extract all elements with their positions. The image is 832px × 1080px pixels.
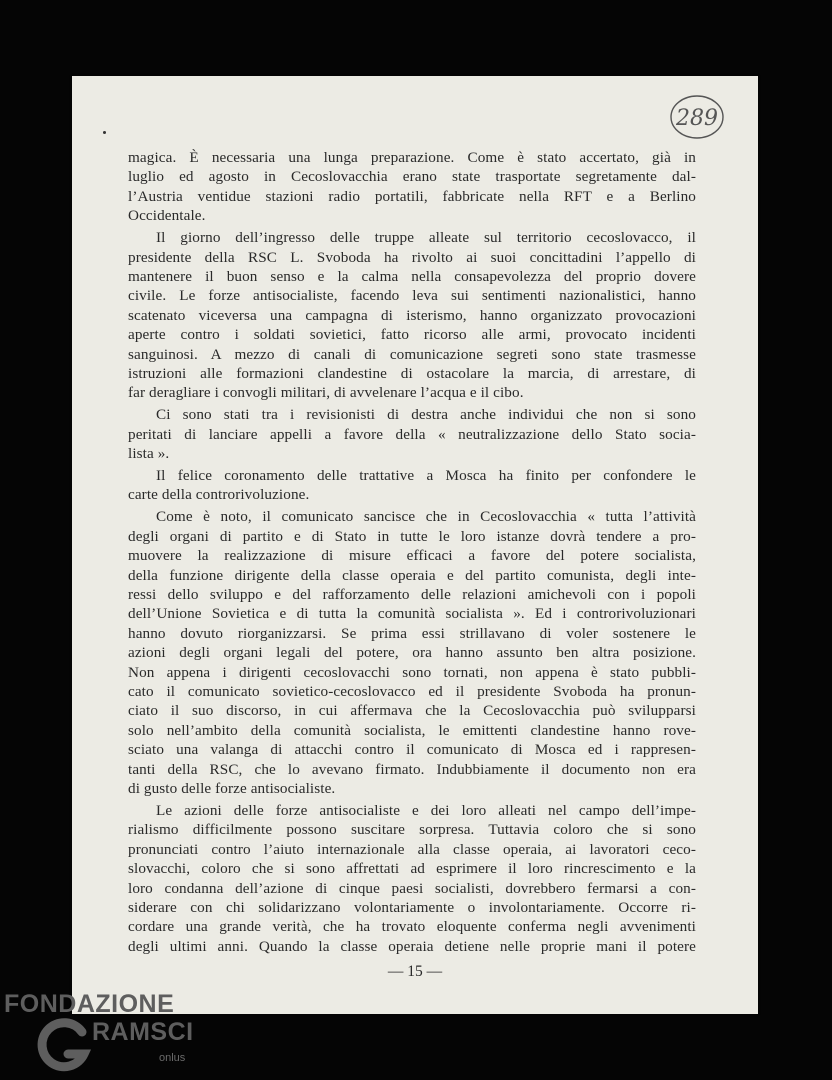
text-line: Il giorno dell’ingresso delle truppe alleate sul territorio cecoslovacco, il	[156, 229, 696, 247]
text-line: ciato il suo discorso, in cui affermava che la Cecoslovacchia può svilupparsi	[128, 702, 696, 720]
document-page	[72, 76, 758, 1014]
text-line: carte della controrivoluzione.	[128, 486, 310, 504]
watermark-line-1: FONDAZIONE	[4, 990, 175, 1018]
text-line: ressi dello sviluppo e del rafforzamento delle relazioni amichevoli con i popoli	[128, 585, 696, 603]
text-line: di gusto delle forze antisocialiste.	[128, 780, 336, 797]
text-line: magica. È necessaria una lunga preparazione. Come è stato accertato, già in	[128, 149, 696, 166]
text-line: pronunciati contro l’aiuto internazionale alla classe operaia, ai lavoratori ceco-	[128, 840, 696, 858]
text-line: Le azioni delle forze antisocialiste e dei loro alleati nel campo dell’impe-	[156, 801, 696, 819]
text-line: siderare con chi solidarizzano volontariamente o involontariamente. Occorre ri-	[128, 898, 696, 916]
text-line: aperte contro i soldati sovietici, fatto ricorso alle armi, provocato incidenti	[128, 326, 696, 344]
text-line: loro condanna dell’azione di cinque paesi socialisti, dovrebbero fermarsi a con-	[128, 879, 696, 897]
watermark-line-2: RAMSCI	[92, 1018, 194, 1046]
text-line: solo nell’ambito della comunità socialista, le emittenti clandestine hanno rove-	[128, 721, 696, 739]
text-line: scatenato viceversa una campagna di isterismo, hanno organizzato provocazioni	[128, 306, 696, 324]
text-line: azioni degli organi legali del potere, ora hanno assunto ben altra posizione.	[128, 644, 696, 662]
text-line: lista ».	[128, 445, 170, 463]
text-line: l’Austria ventidue stazioni radio portatili, fabbricate nella RFT e a Berlino	[128, 187, 696, 205]
page-number-circle-icon	[668, 92, 726, 142]
page-number-text: 289	[676, 106, 718, 131]
gramsci-g-logo-icon	[34, 1014, 94, 1074]
text-line: della funzione dirigente della classe operaia e del partito comunista, degli inte-	[128, 566, 696, 584]
text-line: sanguinosi. A mezzo di canali di comunicazione segreti sono state trasmesse	[128, 345, 696, 363]
ink-dot	[103, 131, 106, 134]
body-text	[128, 148, 696, 956]
text-line: slovacchi, coloro che si sono affrettati ad esprimere il loro rincrescimento e la	[128, 860, 696, 878]
fondazione-gramsci-watermark	[4, 988, 214, 1078]
text-line: cordare una grande verità, che ha trovato eloquente conferma negli avvenimenti	[128, 918, 696, 936]
text-line: Non appena i dirigenti cecoslovacchi sono tornati, non appena è stato pubbli-	[128, 663, 696, 681]
text-line: mantenere il buon senso e la calma nella consapevolezza del proprio dovere	[128, 267, 696, 285]
text-line: Il felice coronamento delle trattative a Mosca ha finito per confondere le	[156, 467, 696, 484]
watermark-line-3: onlus	[159, 1052, 186, 1064]
text-line: istruzioni alle formazioni clandestine di ostacolare la marcia, di arrestare, di	[128, 364, 696, 382]
text-line: hanno dovuto riorganizzarsi. Se prima essi strillavano di voler sostenere le	[128, 624, 696, 642]
handwritten-page-number	[668, 92, 726, 142]
text-line: Come è noto, il comunicato sancisce che in Cecoslovacchia « tutta l’attività	[156, 508, 696, 526]
text-line: far deragliare i convogli militari, di avvelenare l’acqua e il cibo.	[128, 384, 524, 402]
text-line: muovere la realizzazione di misure efficaci a favore del potere socialista,	[128, 547, 696, 565]
text-line: presidente della RSC L. Svoboda ha rivolto ai suoi concittadini l’appello di	[128, 248, 696, 266]
text-line: sciato una valanga di attacchi contro il comunicato di Mosca ed i rappresen-	[128, 741, 696, 759]
text-line: cato il comunicato sovietico-cecoslovacco ed il presidente Svoboda ha pronun-	[128, 682, 696, 700]
page-folio: — 15 —	[387, 963, 443, 980]
text-line: Ci sono stati tra i revisionisti di destra anche individui che non si sono	[156, 406, 696, 424]
text-line: peritati di lanciare appelli a favore della « neutralizzazione dello Stato socia-	[128, 425, 696, 443]
text-line: tanti della RSC, che lo avevano firmato. Indubbiamente il documento non era	[128, 760, 696, 778]
text-line: civile. Le forze antisocialiste, facendo leva sui sentimenti nazionalistici, hanno	[128, 287, 696, 305]
text-line: Occidentale.	[128, 207, 206, 225]
text-line: degli ultimi anni. Quando la classe operaia detiene nelle proprie mani il potere	[128, 937, 696, 955]
text-line: luglio ed agosto in Cecoslovacchia erano state trasportate segretamente dal-	[128, 168, 696, 186]
text-line: dell’Unione Sovietica e di tutta la comunità socialista ». Ed i controrivoluzionari	[128, 605, 696, 623]
text-line: rialismo difficilmente possono suscitare sorpresa. Tuttavia coloro che si sono	[128, 821, 696, 839]
text-line: degli organi di partito e di Stato in tutte le loro istanze dovrà tendere a pro-	[128, 527, 696, 545]
